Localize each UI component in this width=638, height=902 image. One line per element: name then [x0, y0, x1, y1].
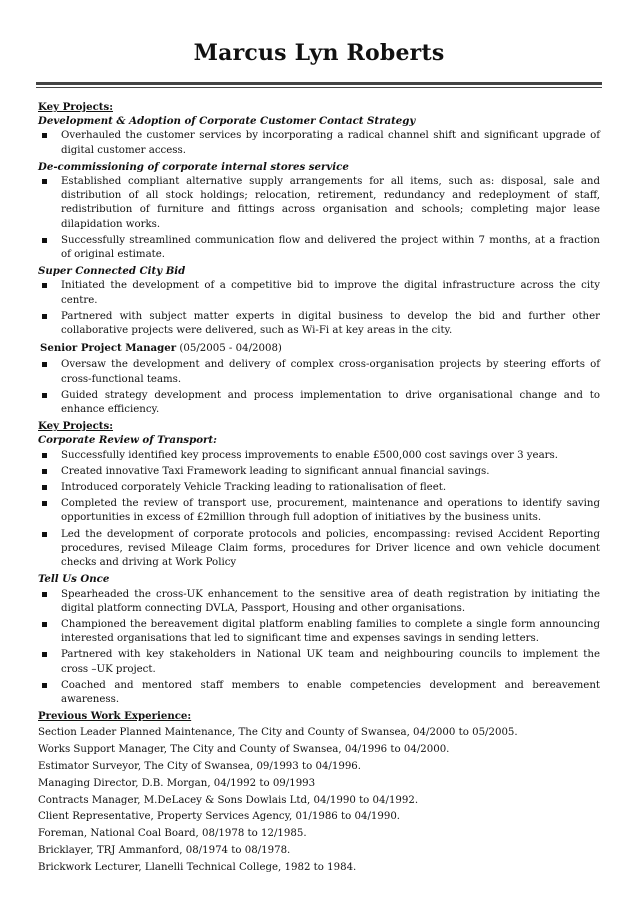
bullet-item: Successfully streamlined communication flow and delivered the project within 7 months, at a fraction of original estimate.: [38, 234, 600, 262]
project-title: Corporate Review of Transport:: [38, 434, 217, 447]
role-title: Senior Project Manager: [40, 342, 177, 355]
project-title: Super Connected City Bid: [38, 265, 186, 278]
bullet-list: [38, 129, 600, 157]
section-key-projects-1: [38, 100, 600, 338]
section-heading: Key Projects:: [38, 101, 113, 113]
job-entry: Foreman, National Coal Board, 08/1978 to 12/1985.: [38, 828, 307, 840]
project-title: Development & Adoption of Corporate Customer Contact Strategy: [38, 115, 416, 128]
job-entry: Client Representative, Property Services Agency, 01/1986 to 04/1990.: [38, 811, 401, 823]
job-entry: Contracts Manager, M.DeLacey & Sons Dowlais Ltd, 04/1990 to 04/1992.: [38, 794, 419, 806]
candidate-name: Marcus Lyn Roberts: [193, 40, 445, 66]
header-rule-thick: [36, 82, 602, 85]
bullet-item: Spearheaded the cross-UK enhancement to the sensitive area of death registration by initiating the digital platform connecting DVLA, Passport, Housing and other organisations.: [38, 588, 600, 616]
header-rule-thin: [36, 87, 602, 88]
bullet-item: Coached and mentored staff members to enable competencies development and bereavement awareness.: [38, 679, 600, 707]
bullet-item: Led the development of corporate protocols and policies, encompassing: revised Accident Reporting procedures, revised Mileage Claim forms, procedures for Driver licence and own vehicle document checks and driving at Work Policy: [38, 528, 600, 571]
bullet-item: Overhauled the customer services by incorporating a radical channel shift and significant upgrade of digital customer access.: [38, 129, 600, 157]
section-key-projects-2: [38, 419, 600, 707]
project-title: Tell Us Once: [38, 573, 110, 586]
bullet-item: Established compliant alternative supply arrangements for all items, such as: disposal, sale and distribution of all stock holdings; relocation, retirement, redundancy and redeployment of staff, redistribution of furniture and fittings across organisation and schools; completing major lease dilapidation works.: [38, 175, 600, 232]
job-entry: Bricklayer, TRJ Ammanford, 08/1974 to 08/1978.: [38, 844, 291, 856]
section-heading: Key Projects:: [38, 420, 113, 433]
bullet-item: Initiated the development of a competitive bid to improve the digital infrastructure across the city centre.: [38, 279, 600, 307]
bullet-list: [38, 588, 600, 708]
job-list: [38, 726, 600, 875]
job-entry: Works Support Manager, The City and County of Swansea, 04/1996 to 04/2000.: [38, 744, 450, 756]
role-bullet-list: [38, 358, 600, 417]
bullet-item: Completed the review of transport use, procurement, maintenance and operations to identify saving opportunities in excess of £2million through full adoption of initiatives by the business units.: [38, 497, 600, 525]
job-entry: Brickwork Lecturer, Llanelli Technical College, 1982 to 1984.: [38, 861, 357, 873]
bullet-list: [38, 449, 600, 571]
job-entry: Estimator Surveyor, The City of Swansea, 09/1993 to 04/1996.: [38, 760, 362, 772]
bullet-item: Championed the bereavement digital platform enabling families to complete a single form announcing interested organisations that led to significant time and expenses savings in sending letters.: [38, 618, 600, 646]
bullet-item: Oversaw the development and delivery of complex cross-organisation projects by steering efforts of cross-functional teams.: [38, 358, 600, 386]
resume-content: [38, 100, 600, 878]
bullet-item: Guided strategy development and process implementation to drive organisational change and to enhance efficiency.: [38, 389, 600, 417]
project-title: De-commissioning of corporate internal stores service: [38, 160, 349, 173]
bullet-item: Introduced corporately Vehicle Tracking leading to rationalisation of fleet.: [38, 481, 600, 495]
section-heading: Previous Work Experience:: [38, 710, 192, 723]
bullet-item: Partnered with subject matter experts in digital business to develop the bid and further other collaborative projects were delivered, such as Wi-Fi at key areas in the city.: [38, 310, 600, 338]
bullet-list: [38, 279, 600, 338]
role-senior-project-manager: [40, 341, 600, 356]
section-previous-work: [38, 709, 600, 875]
job-entry: Managing Director, D.B. Morgan, 04/1992 to 09/1993: [38, 777, 316, 789]
bullet-item: Created innovative Taxi Framework leading to significant annual financial savings.: [38, 465, 600, 479]
bullet-item: Successfully identified key process improvements to enable £500,000 cost savings over 3 years.: [38, 449, 600, 463]
bullet-list: [38, 175, 600, 262]
job-entry: Section Leader Planned Maintenance, The City and County of Swansea, 04/2000 to 05/2005.: [38, 727, 518, 739]
role-dates: (05/2005 - 04/2008): [179, 343, 282, 355]
bullet-item: Partnered with key stakeholders in National UK team and neighbouring councils to implement the cross –UK project.: [38, 648, 600, 676]
